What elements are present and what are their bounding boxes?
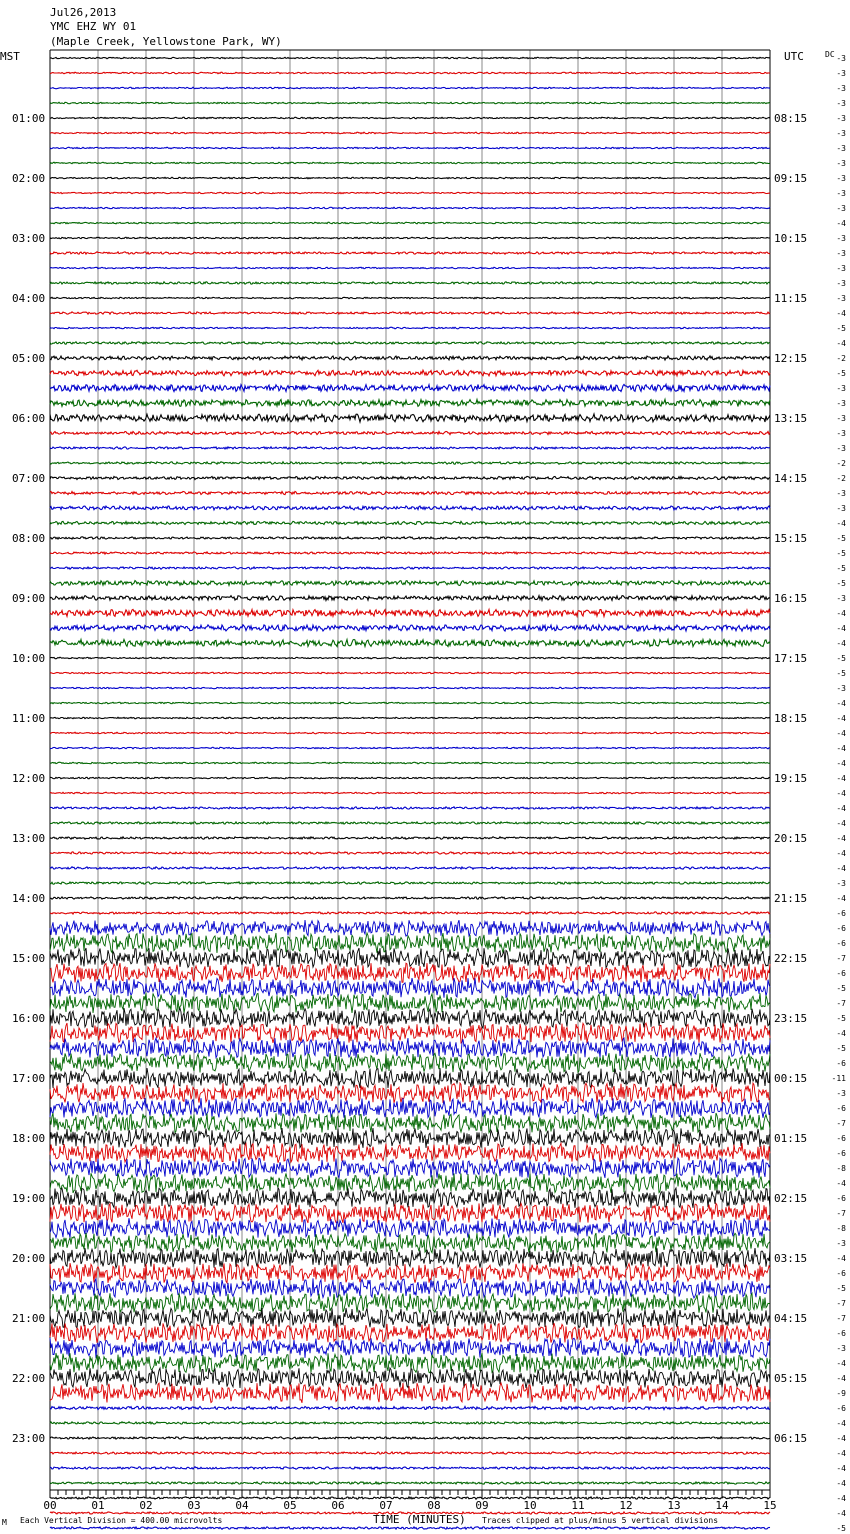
x-tick-label: 08	[427, 1499, 441, 1512]
dc-offset-label: -6	[836, 1194, 846, 1203]
left-time-label: 19:00	[12, 1192, 46, 1205]
left-time-label: 01:00	[12, 112, 46, 125]
dc-offset-label: -7	[836, 1314, 846, 1323]
dc-offset-label: -4	[836, 339, 846, 348]
right-time-label: 01:15	[774, 1132, 808, 1145]
trace-39	[50, 625, 770, 631]
dc-offset-label: -3	[836, 279, 846, 288]
trace-99	[50, 1527, 770, 1529]
trace-57	[50, 897, 770, 899]
dc-offset-label: -2	[836, 474, 846, 483]
dc-offset-label: -3	[836, 1239, 846, 1248]
dc-offset-label: -4	[836, 759, 846, 768]
dc-offset-label: -3	[836, 69, 846, 78]
x-tick-label: 11	[571, 1499, 585, 1512]
trace-2	[50, 72, 770, 74]
left-timezone-label: MST	[0, 50, 20, 63]
dc-offset-label: -4	[836, 624, 846, 633]
left-time-label: 11:00	[12, 712, 46, 725]
right-time-label: 09:15	[774, 172, 808, 185]
dc-offset-label: -6	[836, 1104, 846, 1113]
dc-offset-label: -5	[836, 369, 846, 378]
dc-offset-label: -4	[836, 1509, 846, 1518]
dc-offset-label: -6	[836, 924, 846, 933]
trace-13	[50, 237, 770, 239]
dc-offset-label: -11	[831, 1074, 846, 1083]
trace-60	[50, 933, 770, 953]
dc-offset-label: -4	[836, 1029, 846, 1038]
trace-18	[50, 312, 770, 314]
trace-37	[50, 596, 770, 601]
dc-offset-label: -3	[836, 399, 846, 408]
trace-30	[50, 491, 770, 494]
trace-24	[50, 399, 770, 406]
trace-58	[50, 912, 770, 914]
dc-offset-label: -4	[836, 1479, 846, 1488]
clipping-note: Traces clipped at plus/minus 5 vertical divisions	[482, 1516, 719, 1525]
left-time-label: 16:00	[12, 1012, 46, 1025]
dc-offset-label: -6	[836, 1269, 846, 1278]
trace-35	[50, 567, 770, 569]
dc-offset-label: -3	[836, 54, 846, 63]
dc-offset-label: -5	[836, 534, 846, 543]
trace-14	[50, 252, 770, 254]
dc-offset-label: -3	[836, 1344, 846, 1353]
trace-16	[50, 282, 770, 284]
dc-offset-label: -3	[836, 144, 846, 153]
dc-offset-label: -3	[836, 234, 846, 243]
dc-offset-label: -5	[836, 984, 846, 993]
trace-95	[50, 1467, 770, 1469]
trace-15	[50, 267, 770, 269]
dc-offset-label: -7	[836, 1119, 846, 1128]
x-axis-label: TIME (MINUTES)	[373, 1513, 466, 1526]
trace-53	[50, 837, 770, 839]
trace-29	[50, 476, 770, 479]
trace-97	[50, 1497, 770, 1499]
trace-71	[50, 1098, 770, 1118]
dc-offset-label: -6	[836, 969, 846, 978]
trace-88	[50, 1353, 770, 1373]
trace-7	[50, 147, 770, 149]
chart-header	[50, 6, 282, 48]
trace-92	[50, 1422, 770, 1424]
x-axis	[43, 1490, 776, 1512]
dc-offset-label: -3	[836, 444, 846, 453]
trace-38	[50, 609, 770, 616]
x-tick-label: 12	[619, 1499, 633, 1512]
trace-17	[50, 297, 770, 299]
dc-offset-label: -4	[836, 309, 846, 318]
dc-offset-label: -5	[836, 549, 846, 558]
left-time-label: 21:00	[12, 1312, 46, 1325]
right-time-label: 13:15	[774, 412, 808, 425]
dc-offset-label: -5	[836, 1524, 846, 1533]
left-time-label: 12:00	[12, 772, 46, 785]
trace-94	[50, 1452, 770, 1454]
dc-offset-label: -4	[836, 804, 846, 813]
trace-25	[50, 414, 770, 422]
dc-offset-label: -8	[836, 1224, 846, 1233]
dc-offset-label: -3	[836, 129, 846, 138]
dc-offset-label: -4	[836, 609, 846, 618]
trace-55	[50, 867, 770, 869]
dc-offset-label: -3	[836, 174, 846, 183]
left-time-label: 10:00	[12, 652, 46, 665]
trace-45	[50, 717, 770, 719]
x-tick-label: 02	[139, 1499, 153, 1512]
right-time-label: 14:15	[774, 472, 808, 485]
dc-offset-label: -3	[836, 684, 846, 693]
x-tick-label: 00	[43, 1499, 57, 1512]
dc-offset-label: -5	[836, 1014, 846, 1023]
dc-offset-label: -4	[836, 1464, 846, 1473]
left-time-label: 14:00	[12, 892, 46, 905]
dc-offset-label: -3	[836, 429, 846, 438]
right-time-label: 22:15	[774, 952, 808, 965]
dc-offset-label: -3	[836, 594, 846, 603]
trace-47	[50, 747, 770, 749]
trace-79	[50, 1218, 770, 1238]
trace-8	[50, 162, 770, 164]
dc-offset-label: -8	[836, 1164, 846, 1173]
dc-offset-label: -4	[836, 639, 846, 648]
dc-offset-label: -5	[836, 669, 846, 678]
dc-offset-labels	[832, 54, 847, 1534]
dc-offset-label: -5	[836, 579, 846, 588]
trace-76	[50, 1173, 770, 1193]
station-location: (Maple Creek, Yellowstone Park, WY)	[50, 35, 282, 48]
trace-31	[50, 506, 770, 510]
trace-78	[50, 1203, 770, 1223]
trace-96	[50, 1482, 770, 1484]
dc-offset-label: -3	[836, 189, 846, 198]
dc-offset-label: -3	[836, 294, 846, 303]
trace-23	[50, 384, 770, 391]
dc-offset-label: -4	[836, 1419, 846, 1428]
left-time-label: 13:00	[12, 832, 46, 845]
right-time-label: 11:15	[774, 292, 808, 305]
x-tick-label: 10	[523, 1499, 537, 1512]
trace-12	[50, 222, 770, 224]
trace-91	[50, 1406, 770, 1409]
dc-offset-label: -4	[836, 519, 846, 528]
right-time-label: 06:15	[774, 1432, 808, 1445]
dc-offset-label: -3	[836, 414, 846, 423]
dc-offset-label: -3	[836, 879, 846, 888]
trace-3	[50, 87, 770, 89]
trace-65	[50, 1008, 770, 1028]
dc-offset-label: -4	[836, 714, 846, 723]
dc-offset-label: -3	[836, 159, 846, 168]
left-time-label: 23:00	[12, 1432, 46, 1445]
x-tick-label: 09	[475, 1499, 489, 1512]
trace-52	[50, 822, 770, 824]
trace-84	[50, 1293, 770, 1313]
left-time-label: 07:00	[12, 472, 46, 485]
x-tick-label: 13	[667, 1499, 681, 1512]
right-time-label: 02:15	[774, 1192, 808, 1205]
trace-73	[50, 1128, 770, 1148]
trace-11	[50, 207, 770, 209]
right-time-label: 23:15	[774, 1012, 808, 1025]
dc-offset-label: -3	[836, 384, 846, 393]
dc-offset-label: -4	[836, 729, 846, 738]
trace-40	[50, 639, 770, 646]
dc-offset-label: -4	[836, 774, 846, 783]
x-tick-label: 03	[187, 1499, 201, 1512]
x-tick-label: 06	[331, 1499, 345, 1512]
x-tick-label: 04	[235, 1499, 249, 1512]
trace-54	[50, 852, 770, 854]
left-time-label: 18:00	[12, 1132, 46, 1145]
trace-48	[50, 762, 770, 764]
x-tick-label: 05	[283, 1499, 297, 1512]
dc-offset-label: -6	[836, 1059, 846, 1068]
station-code: YMC EHZ WY 01	[50, 20, 137, 33]
trace-59	[50, 920, 770, 936]
right-time-label: 05:15	[774, 1372, 808, 1385]
dc-offset-label: -4	[836, 1359, 846, 1368]
trace-86	[50, 1323, 770, 1343]
dc-offset-header: DC	[825, 50, 835, 59]
left-time-label: 06:00	[12, 412, 46, 425]
trace-32	[50, 521, 770, 524]
right-time-label: 12:15	[774, 352, 808, 365]
dc-offset-label: -6	[836, 1329, 846, 1338]
x-tick-label: 15	[763, 1499, 777, 1512]
left-time-label: 03:00	[12, 232, 46, 245]
dc-offset-label: -4	[836, 699, 846, 708]
trace-67	[50, 1038, 770, 1058]
trace-90	[50, 1383, 770, 1403]
trace-68	[50, 1053, 770, 1072]
left-time-label: 20:00	[12, 1252, 46, 1265]
trace-49	[50, 777, 770, 779]
dc-offset-label: -5	[836, 1044, 846, 1053]
trace-43	[50, 687, 770, 689]
dc-offset-label: -7	[836, 954, 846, 963]
dc-offset-label: -5	[836, 654, 846, 663]
trace-72	[50, 1113, 770, 1133]
trace-5	[50, 117, 770, 119]
left-time-label: 22:00	[12, 1372, 46, 1385]
dc-offset-label: -4	[836, 1494, 846, 1503]
dc-offset-label: -4	[836, 1254, 846, 1263]
trace-80	[50, 1233, 770, 1253]
trace-34	[50, 552, 770, 554]
right-time-labels	[774, 112, 807, 1445]
vertical-division-note: Each Vertical Division = 400.00 microvolts	[20, 1516, 223, 1525]
trace-1	[50, 57, 770, 59]
trace-36	[50, 581, 770, 586]
dc-offset-label: -4	[836, 894, 846, 903]
dc-offset-label: -3	[836, 249, 846, 258]
right-time-label: 00:15	[774, 1072, 808, 1085]
dc-offset-label: -4	[836, 744, 846, 753]
dc-offset-label: -3	[836, 489, 846, 498]
right-time-label: 19:15	[774, 772, 808, 785]
dc-offset-label: -4	[836, 1374, 846, 1383]
trace-21	[50, 356, 770, 360]
left-time-label: 15:00	[12, 952, 46, 965]
trace-56	[50, 882, 770, 884]
dc-offset-label: -4	[836, 789, 846, 798]
left-time-label: 02:00	[12, 172, 46, 185]
left-time-label: 05:00	[12, 352, 46, 365]
left-time-label: 17:00	[12, 1072, 46, 1085]
dc-offset-label: -4	[836, 864, 846, 873]
dc-offset-label: -6	[836, 1134, 846, 1143]
trace-26	[50, 431, 770, 434]
trace-33	[50, 537, 770, 539]
left-time-label: 04:00	[12, 292, 46, 305]
dc-offset-label: -9	[836, 1389, 846, 1398]
dc-offset-label: -3	[836, 264, 846, 273]
dc-offset-label: -5	[836, 324, 846, 333]
dc-offset-label: -4	[836, 219, 846, 228]
x-tick-label: 07	[379, 1499, 393, 1512]
dc-offset-label: -4	[836, 1179, 846, 1188]
dc-offset-label: -4	[836, 819, 846, 828]
trace-51	[50, 807, 770, 809]
right-time-label: 03:15	[774, 1252, 808, 1265]
chart-date: Jul26,2013	[50, 6, 117, 19]
trace-19	[50, 327, 770, 329]
right-time-label: 04:15	[774, 1312, 808, 1325]
right-time-label: 15:15	[774, 532, 808, 545]
trace-9	[50, 177, 770, 179]
trace-22	[50, 370, 770, 376]
dc-offset-label: -4	[836, 1449, 846, 1458]
trace-46	[50, 732, 770, 734]
trace-27	[50, 447, 770, 449]
dc-offset-label: -6	[836, 939, 846, 948]
trace-87	[50, 1338, 770, 1358]
right-time-label: 16:15	[774, 592, 808, 605]
trace-77	[50, 1188, 770, 1208]
trace-42	[50, 672, 770, 674]
left-time-label: 08:00	[12, 532, 46, 545]
left-time-labels	[12, 112, 45, 1445]
right-timezone-label: UTC	[784, 50, 804, 63]
trace-44	[50, 702, 770, 704]
dc-offset-label: -7	[836, 999, 846, 1008]
trace-10	[50, 192, 770, 194]
trace-6	[50, 132, 770, 134]
seismic-traces	[50, 57, 770, 1534]
trace-69	[50, 1068, 770, 1088]
right-time-label: 21:15	[774, 892, 808, 905]
dc-offset-label: -2	[836, 354, 846, 363]
dc-offset-label: -4	[836, 849, 846, 858]
dc-offset-label: -4	[836, 1434, 846, 1443]
trace-50	[50, 792, 770, 794]
trace-93	[50, 1437, 770, 1439]
trace-41	[50, 657, 770, 659]
dc-offset-label: -3	[836, 99, 846, 108]
x-tick-label: 14	[715, 1499, 729, 1512]
dc-offset-label: -7	[836, 1209, 846, 1218]
dc-offset-label: -7	[836, 1299, 846, 1308]
dc-offset-label: -3	[836, 84, 846, 93]
trace-81	[50, 1248, 770, 1268]
dc-offset-label: -3	[836, 504, 846, 513]
trace-28	[50, 462, 770, 464]
dc-offset-label: -3	[836, 1089, 846, 1098]
dc-offset-label: -5	[836, 564, 846, 573]
dc-offset-label: -3	[836, 114, 846, 123]
right-time-label: 20:15	[774, 832, 808, 845]
left-time-label: 09:00	[12, 592, 46, 605]
dc-offset-label: -4	[836, 834, 846, 843]
dc-offset-label: -3	[836, 204, 846, 213]
corner-mark: M	[2, 1518, 7, 1527]
right-time-label: 08:15	[774, 112, 808, 125]
right-time-label: 18:15	[774, 712, 808, 725]
dc-offset-label: -5	[836, 1284, 846, 1293]
trace-63	[50, 978, 770, 998]
dc-offset-label: -2	[836, 459, 846, 468]
trace-4	[50, 102, 770, 104]
trace-85	[50, 1308, 770, 1328]
trace-20	[50, 342, 770, 344]
dc-offset-label: -6	[836, 909, 846, 918]
dc-offset-label: -6	[836, 1404, 846, 1413]
x-tick-label: 01	[91, 1499, 105, 1512]
right-time-label: 17:15	[774, 652, 808, 665]
dc-offset-label: -6	[836, 1149, 846, 1158]
right-time-label: 10:15	[774, 232, 808, 245]
